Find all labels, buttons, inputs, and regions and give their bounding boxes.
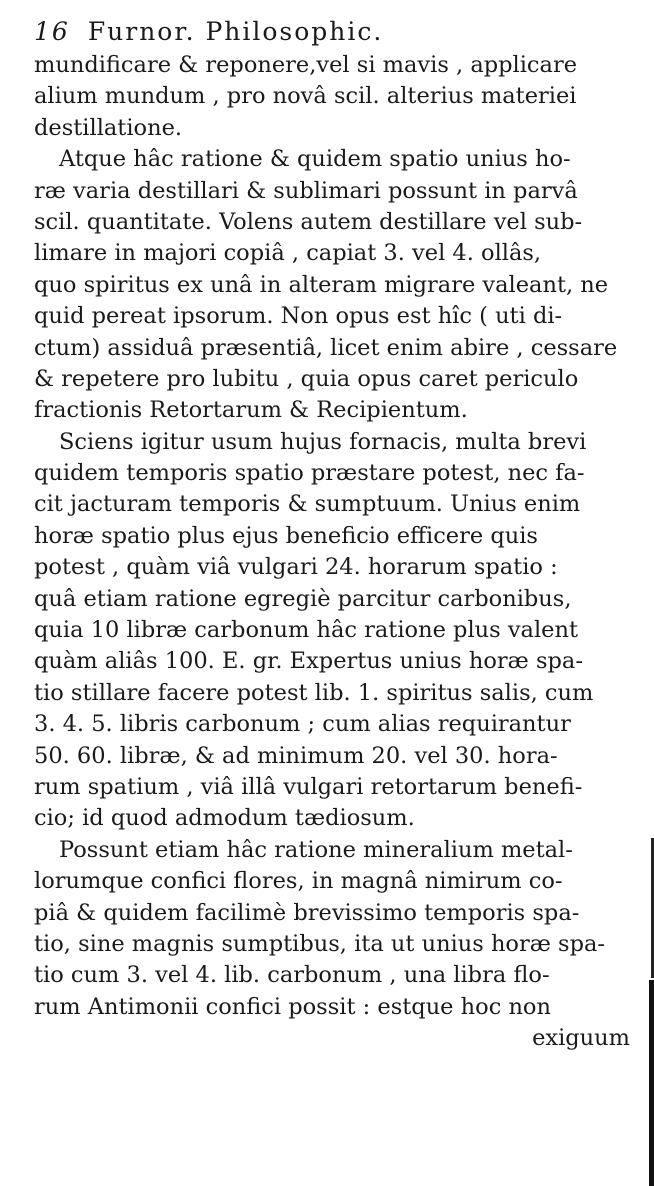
page-number: 16 (34, 17, 70, 46)
text-line: quid pereat ipsorum. Non opus est hîc ( uti di- (34, 303, 563, 330)
text-line: fractionis Retortarum & Recipientum. (34, 397, 468, 424)
text-line: piâ & quidem facilimè brevissimo temporis spa- (34, 899, 580, 926)
running-title: Furnor. Philosophic. (87, 17, 384, 46)
text-line: tio stillare facere potest lib. 1. spiritus salis, cum (34, 679, 594, 706)
text-line: alium mundum , pro novâ scil. alterius materiei (34, 83, 577, 110)
text-line: quia 10 libræ carbonum hâc ratione plus valent (34, 617, 579, 644)
paragraph-first-line: Possunt etiam hâc ratione mineralium metal- (59, 836, 573, 863)
text-line: scil. quantitate. Volens autem destillare vel sub- (34, 208, 583, 235)
text-line: cit jacturam temporis & sumptuum. Unius enim (34, 491, 581, 518)
text-line: tio cum 3. vel 4. lib. carbonum , una libra flo- (34, 962, 550, 989)
text-line: tio, sine magnis sumptibus, ita ut unius horæ spa- (34, 930, 606, 957)
text-line: lorumque confici flores, in magnâ nimirum co- (34, 868, 563, 895)
text-line: quidem temporis spatio præstare potest, nec fa- (34, 460, 585, 487)
text-line: rum spatium , viâ illâ vulgari retortarum benefi- (34, 773, 583, 800)
paragraph-first-line: Sciens igitur usum hujus fornacis, multa brevi (59, 428, 587, 455)
text-line: limare in majori copiâ , capiat 3. vel 4. ollâs, (34, 240, 542, 267)
text-line: potest , quàm viâ vulgari 24. horarum spatio : (34, 554, 558, 581)
text-line: cio; id quod admodum tædiosum. (34, 805, 415, 832)
text-line: horæ spatio plus ejus beneficio efficere quis (34, 522, 538, 549)
text-line: quàm aliâs 100. E. gr. Expertus unius horæ spa- (34, 648, 583, 675)
catchword: exiguum (532, 1025, 630, 1052)
text-line: rum Antimonii confici possit : estque hoc non (34, 993, 551, 1020)
text-line: ræ varia destillari & sublimari possunt in parvâ (34, 177, 578, 204)
text-line: quâ etiam ratione egregiè parcitur carbonibus, (34, 585, 572, 612)
text-line: destillatione. (34, 114, 183, 141)
body-text (34, 50, 630, 1055)
page-edge-shadow (649, 980, 654, 1186)
text-line: mundificare & reponere,vel si mavis , applicare (34, 52, 578, 78)
paragraph-first-line: Atque hâc ratione & quidem spatio unius ho- (59, 146, 571, 173)
text-line: quo spiritus ex unâ in alteram migrare valeant, ne (34, 271, 609, 298)
text-line: 50. 60. libræ, & ad minimum 20. vel 30. hora- (34, 742, 558, 769)
text-line: & repetere pro lubitu , quia opus caret periculo (34, 365, 579, 392)
text-line: 3. 4. 5. libris carbonum ; cum alias requirantur (34, 711, 571, 738)
running-header (34, 15, 383, 49)
text-line: ctum) assiduâ præsentiâ, licet enim abire , cessare (34, 334, 618, 361)
